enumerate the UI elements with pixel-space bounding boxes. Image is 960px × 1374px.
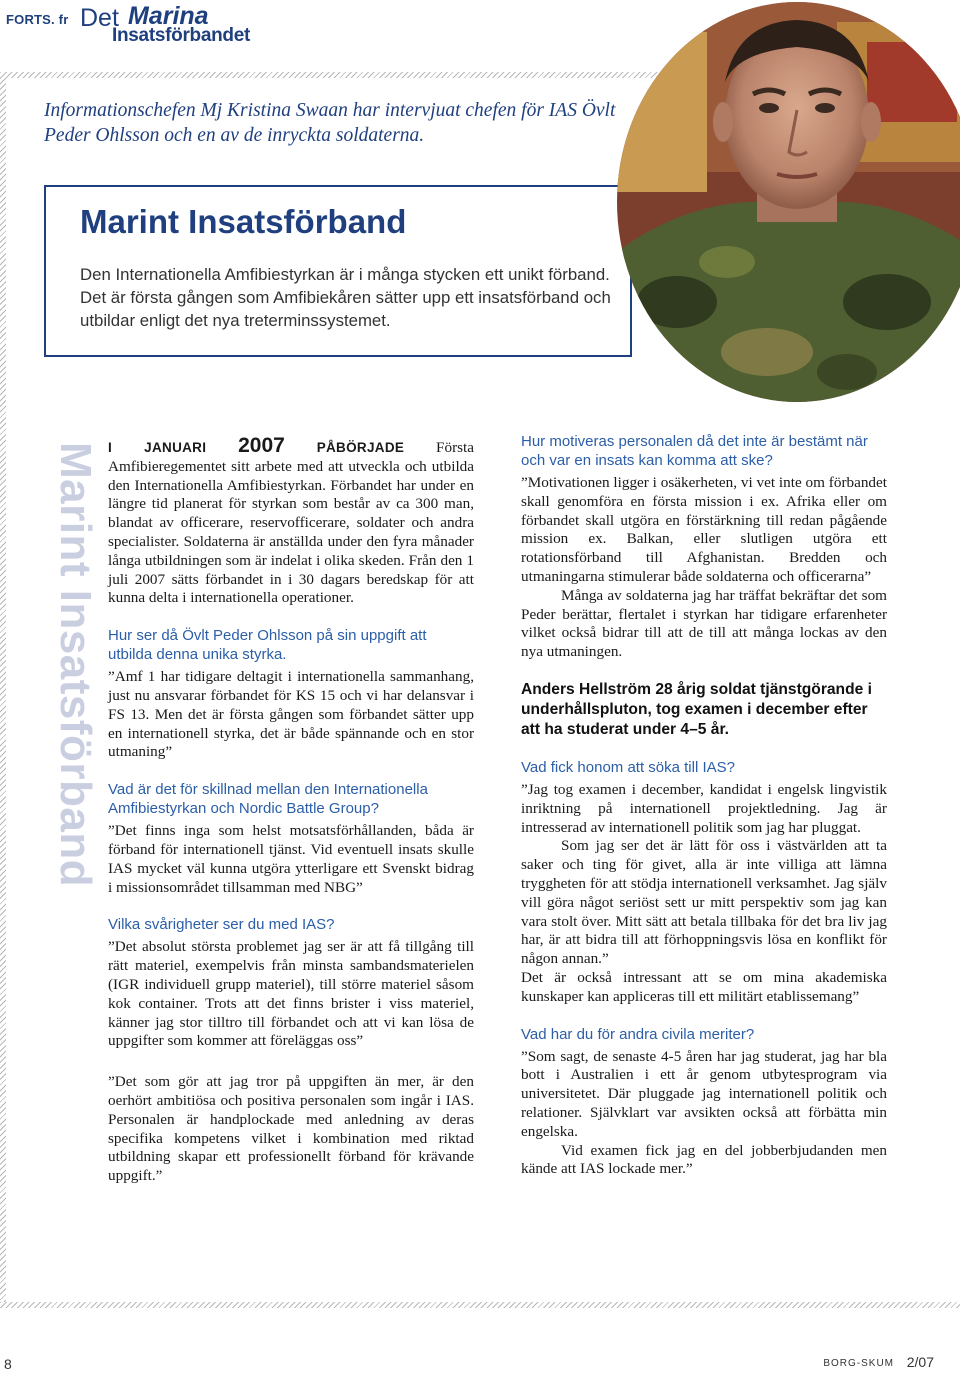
portrait-illustration [617,2,960,402]
right-question-2: Vad fick honom att söka till IAS? [521,758,735,776]
answer-3: ”Det absolut största problemet jag ser är att få tillgång till rätt materiel, exempelvis från minsta sambandsmaterielen (IGR individuell grupp materiel), till större materiel såsom kok container. Trots att det finns brister i viss materiel, känner jag stor tilltro till förbandet och att vi kan lösa de uppgifter som kommer att föreläggas oss” [108,938,474,1050]
runin-start: I JANUARI [108,440,207,455]
left-paragraph-1-text: Första Amfibieregementet sitt arbete med att utveckla och utbilda den Internationella Amfibiestyrkan. Förbandet har under en längre tid planerat för styrkan som består av ca 300 man, blandat av officerare, reservofficerare, soldater och andra specialister. Soldaterna är anställda under den fyra månader långa utbildningen som är indelat i olika skeden. Från den 1 juli 2007 sätts förbandet in i 30 dagars beredskap för att kunna delta i internationella operationer. [108,439,474,607]
article-title: Marint Insatsförband [80,203,407,240]
answer-1: ”Amf 1 har tidigare deltagit i internationella sammanhang, just nu ansvarar förbandet för KS 15 och vi har delansvar i FS 13. Men det är första gången som förbandet sätter upp en internationell styrka, det är både spännande och en stor utmaning” [108,668,474,761]
brand-det: Det [80,4,119,32]
brand-subtitle: Insatsförbandet [112,25,251,46]
answer-2: ”Det finns inga som helst motsatsförhållanden, båda är förband för internationell tjänst. Vid eventuell insats skulle IAS mycket väl kunna utgöra ytterligare ett Svenskt bidrag i missionsområdet tillsamman med NBG” [108,822,474,896]
runin-year: 2007 [238,434,285,457]
answer-4: ”Det som gör att jag tror på uppgiften än mer, är den oerhört ambitiösa och positiva personalen som ingår i IAS. Personalen är handplockade med anledning av deras specifika kompetens vilket i kombination med riktad utbildning skapar ett professionellt förband för krävande uppgift.” [108,1073,474,1185]
right-answer-2: ”Jag tog examen i december, kandidat i engelsk lingvistik inriktning på internationell projektledning. Jag är intresserad av internationell politik som jag har pluggat. [521,780,887,836]
portrait-photo [617,2,960,402]
title-box [44,185,632,357]
right-answer-2b: Som jag ser det är lätt för oss i västvärlden att ta saker och ting för givet, alla är inte villiga att lämna tryggheten för att stödja internationell verksamhet. Jag själv vill göra något seriöst sett ur mitt perspektiv som jag kan vara stolt över. Mitt sätt att betala tillbaka för det bra liv jag har, är att bidra till att förhoppningsvis lösa en konflikt för någon annan.” [521,837,887,968]
right-question-3: Vad har du för andra civila meriter? [521,1025,755,1043]
right-answer-1b: Många av soldaterna jag har träffat bekräftar det som Peder berättar, flertalet i styrkan har tidigare erfarenheter vilket också bidrar till att de till att många lockas av den nya utmaningen. [521,586,887,661]
right-question-1: Hur motiveras personalen då det inte är bestämt när och var en insats kan komma att ske? [521,433,868,469]
right-answer-3: ”Som sagt, de senaste 4-5 åren har jag studerat, jag har bla bott i Australien i ett år genom utbytesprogram via universitetet. Där pluggade jag internationell politik och relationer. Självklart var avsikten också att förbätta min engelska. [521,1047,887,1140]
right-answer-2c: Det är också intressant att se om mina akademiska kunskaper kan appliceras till ett militärt etablissemang” [521,968,887,1005]
right-column [521,432,887,1179]
question-2: Vad är det för skillnad mellan den Internationella Amfibiestyrkan och Nordic Battle Group? [108,781,428,818]
page-number: 8 [4,1356,12,1372]
question-1: Hur ser då Övlt Peder Ohlsson på sin uppgift att utbilda denna unika styrka. [108,627,427,664]
publication-name: BORG-SKUM [823,1358,894,1369]
left-hatch-border [0,72,6,1306]
brand-marina: Marina [128,2,209,30]
intro-text: Informationschefen Mj Kristina Swaan har intervjuat chefen för IAS Övlt Peder Ohlsson och en av de inryckta soldaterna. [44,100,616,146]
right-answer-1: ”Motivationen ligger i osäkerheten, vi vet inte om förbandet skall genomföra en första mission i ex. Afrika eller om förbandet skall utgöra en förstärkning till redan pågående mission ex. Balkan, eller slutligen utgöra ett rotationsförband till Afghanistan. Bredden och utmaningarna stimulerar både soldaterna och officerarna” [521,474,887,585]
left-column [108,434,474,1186]
top-hatch-border [0,72,700,78]
left-paragraph-1 [108,434,474,608]
right-answer-3b: Vid examen fick jag en del jobberbjudanden men kände att IAS lockade mer.” [521,1141,887,1178]
question-3: Vilka svårigheter ser du med IAS? [108,916,335,934]
vertical-title-text: Marint Insatsförband [51,442,100,888]
vertical-title [30,442,100,942]
soldier-heading: Anders Hellström 28 årig soldat tjänstgörande i underhållspluton, tog examen i december efter att ha studerat under 4–5 år. [521,680,872,738]
article-lead: Den Internationella Amfibiestyrkan är i många stycken ett unikt förband. Det är första gången som Amfibiekåren sätter upp ett insatsförband och utbildar enligt det nya treterminssystemet. [80,265,611,330]
runin-end: PÅBÖRJADE [316,440,405,455]
continued-from-label: FORTS. fr [6,12,69,27]
issue-number: 2/07 [906,1354,934,1370]
bottom-hatch-border [0,1302,960,1308]
